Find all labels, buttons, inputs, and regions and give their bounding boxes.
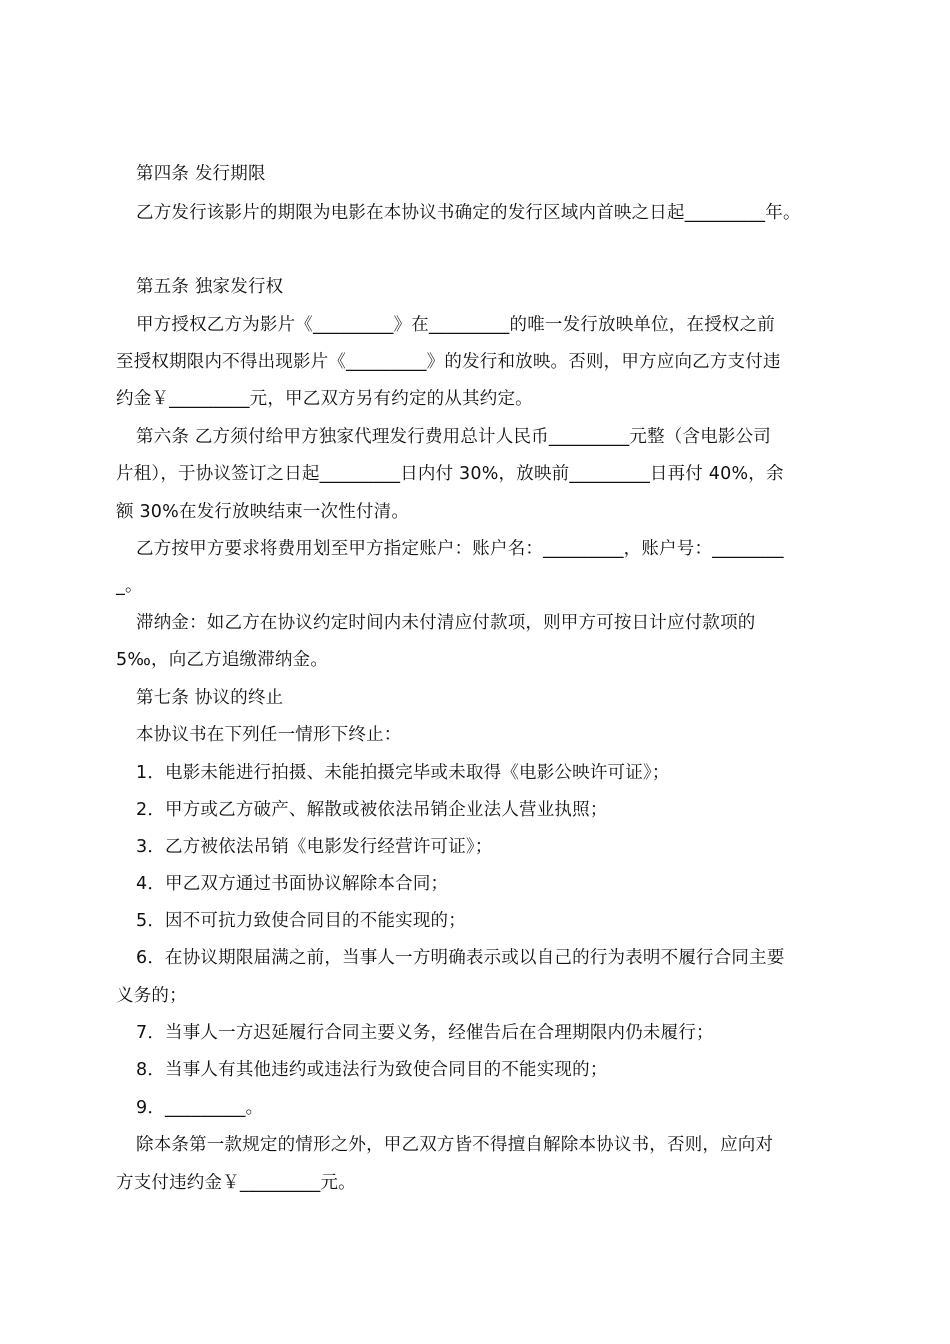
article7-item: 6．在协议期限届满之前，当事人一方明确表示或以自己的行为表明不履行合同主要 — [136, 948, 785, 968]
article6-line-4: 乙方按甲方要求将费用划至甲方指定账户：账户名：_________，账户号：________ — [136, 539, 784, 559]
article6-line-5: _。 — [116, 576, 143, 596]
article6-line-1: 第六条 乙方须付给甲方独家代理发行费用总计人民币_________元整（含电影公司 — [136, 427, 772, 447]
article7-heading: 第七条 协议的终止 — [136, 688, 284, 708]
article7-item: 4．甲乙双方通过书面协议解除本合同； — [136, 874, 449, 894]
article6-line-7: 5‰，向乙方追缴滞纳金。 — [116, 650, 329, 670]
article7-item: 2．甲方或乙方破产、解散或被依法吊销企业法人营业执照； — [136, 800, 608, 820]
article7-closing-1: 除本条第一款规定的情形之外，甲乙双方皆不得擅自解除本协议书，否则，应向对 — [136, 1135, 774, 1155]
article7-item: 9．_________。 — [136, 1098, 264, 1118]
article7-item: 5．因不可抗力致使合同目的不能实现的； — [136, 911, 466, 931]
article4-heading: 第四条 发行期限 — [136, 164, 266, 184]
article6-line-2: 片租），于协议签订之日起_________日内付 30%，放映前_________日再付 40%，余 — [116, 464, 784, 484]
article7-item: 1．电影未能进行拍摄、未能拍摄完毕或未取得《电影公映许可证》； — [136, 763, 670, 783]
article5-line-2: 至授权期限内不得出现影片《_________》的发行和放映。否则，甲方应向乙方支付违 — [116, 352, 781, 372]
article5-line-3: 约金￥_________元，甲乙双方另有约定的从其约定。 — [116, 389, 533, 409]
article6-line-3: 额 30%在发行放映结束一次性付清。 — [116, 502, 410, 522]
article7-item: 3．乙方被依法吊销《电影发行经营许可证》； — [136, 837, 493, 857]
article7-intro: 本协议书在下列任一情形下终止： — [136, 725, 402, 745]
article6-line-6: 滞纳金：如乙方在协议约定时间内未付清应付款项，则甲方可按日计应付款项的 — [136, 613, 756, 633]
article7-item-continuation: 义务的； — [116, 986, 187, 1006]
article7-closing-2: 方支付违约金￥_________元。 — [116, 1173, 356, 1193]
article7-item: 8．当事人有其他违约或违法行为致使合同目的不能实现的； — [136, 1060, 608, 1080]
article5-line-1: 甲方授权乙方为影片《_________》在_________的唯一发行放映单位，在授权之前 — [136, 315, 775, 335]
article5-heading: 第五条 独家发行权 — [136, 277, 284, 297]
article7-item: 7．当事人一方迟延履行合同主要义务，经催告后在合理期限内仍未履行； — [136, 1023, 714, 1043]
article4-line-1: 乙方发行该影片的期限为电影在本协议书确定的发行区域内首映之日起_________年。 — [136, 203, 801, 223]
